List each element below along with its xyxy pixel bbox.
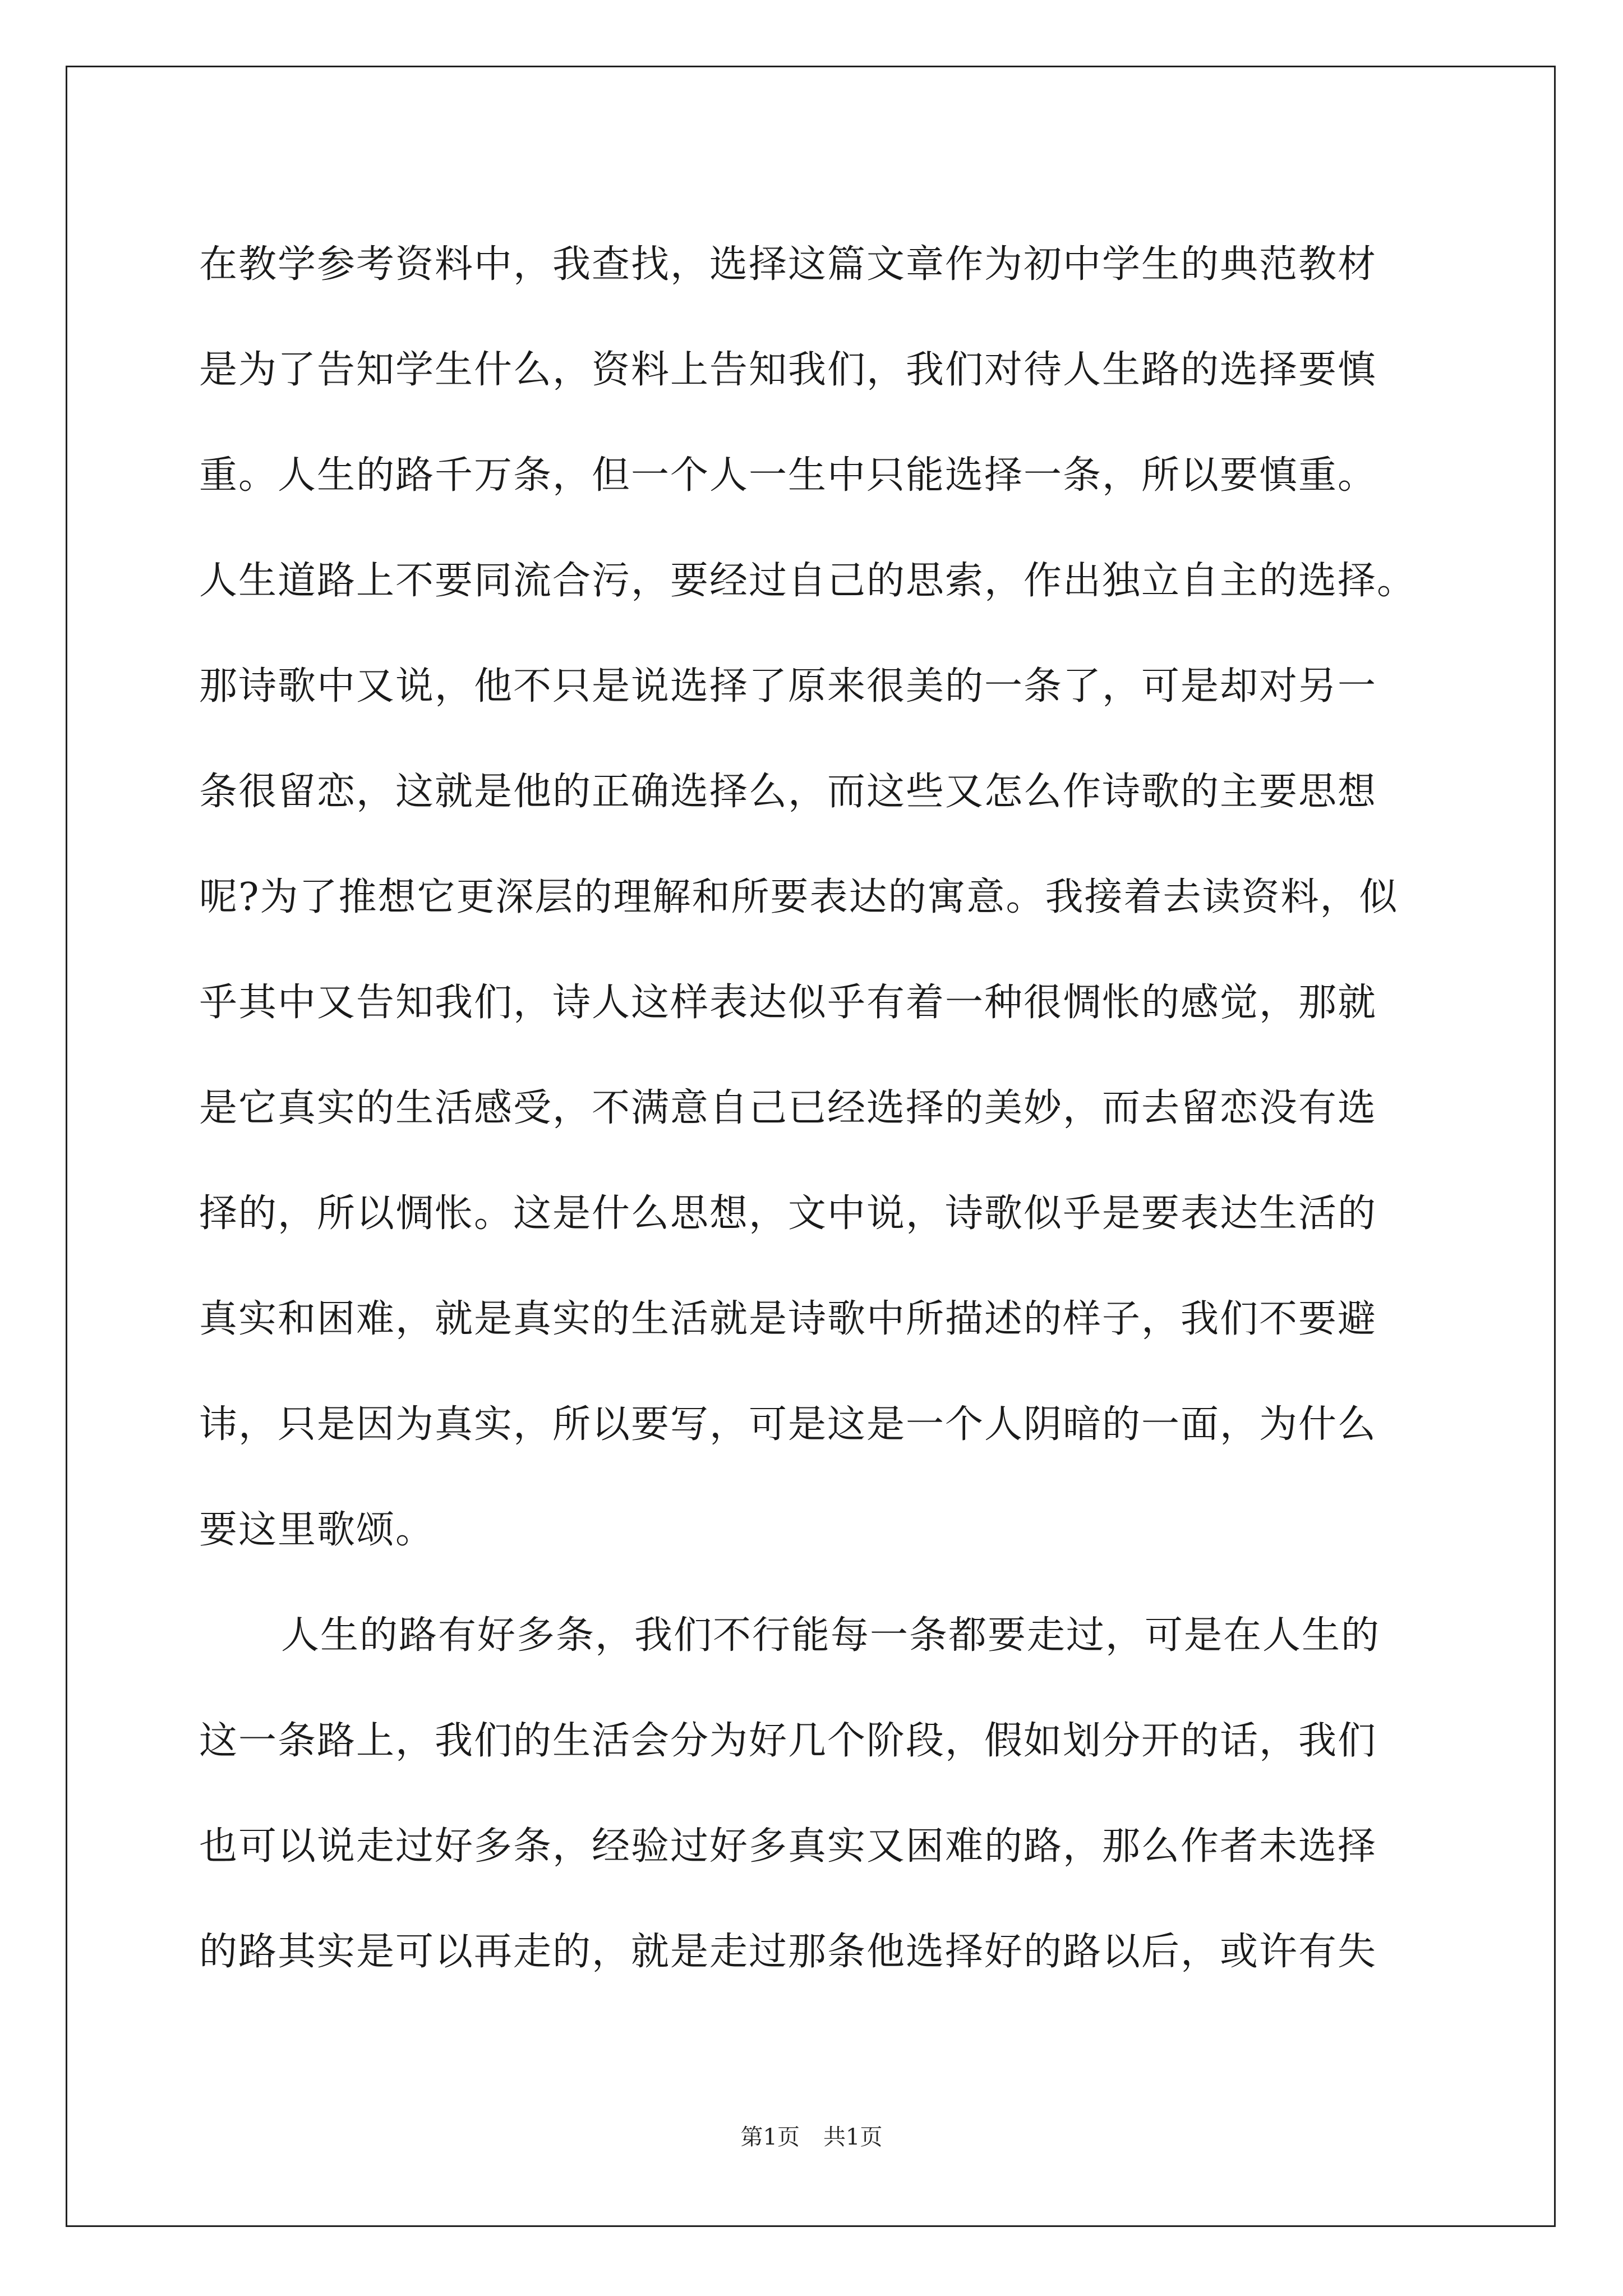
text-line: 的路其实是可以再走的，就是走过那条他选择好的路以后，或许有失 — [199, 1930, 1377, 1974]
text-line: 条很留恋，这就是他的正确选择么，而这些又怎么作诗歌的主要思想 — [199, 770, 1377, 814]
text-line: 乎其中又告知我们，诗人这样表达似乎有着一种很惆怅的感觉，那就 — [199, 981, 1377, 1025]
paragraph-2 — [199, 1583, 1427, 2005]
page-number-total: 共1页 — [823, 2124, 883, 2150]
text-line: 真实和困难，就是真实的生活就是诗歌中所描述的样子，我们不要避 — [199, 1297, 1377, 1341]
text-line: 重。人生的路千万条，但一个人一生中只能选择一条，所以要慎重。 — [199, 453, 1377, 498]
text-line: 也可以说走过好多条，经验过好多真实又困难的路，那么作者未选择 — [199, 1824, 1377, 1869]
text-line-first-indented: 人生的路有好多条，我们不行能每一条都要走过，可是在人生的 — [281, 1613, 1381, 1658]
document-body — [199, 212, 1427, 2005]
text-line: 是为了告知学生什么，资料上告知我们，我们对待人生路的选择要慎 — [199, 348, 1377, 392]
text-line: 讳，只是因为真实，所以要写，可是这是一个人阴暗的一面，为什么 — [199, 1402, 1377, 1447]
text-line: 在教学参考资料中，我查找，选择这篇文章作为初中学生的典范教材 — [199, 242, 1377, 287]
text-line: 人生道路上不要同流合污，要经过自己的思索，作出独立自主的选择。 — [199, 559, 1417, 603]
text-line: 是它真实的生活感受，不满意自己已经选择的美妙，而去留恋没有选 — [199, 1086, 1377, 1130]
page-footer — [0, 2124, 1623, 2151]
text-line: 呢?为了推想它更深层的理解和所要表达的寓意。我接着去读资料，似 — [199, 875, 1399, 919]
text-line: 那诗歌中又说，他不只是说选择了原来很美的一条了，可是却对另一 — [199, 664, 1377, 708]
paragraph-1 — [199, 212, 1427, 1583]
text-line: 择的，所以惆怅。这是什么思想，文中说，诗歌似乎是要表达生活的 — [199, 1191, 1377, 1236]
text-line: 要这里歌颂。 — [199, 1508, 435, 1552]
page-number-current: 第1页 — [740, 2124, 800, 2150]
text-line: 这一条路上，我们的生活会分为好几个阶段，假如划分开的话，我们 — [199, 1719, 1377, 1763]
